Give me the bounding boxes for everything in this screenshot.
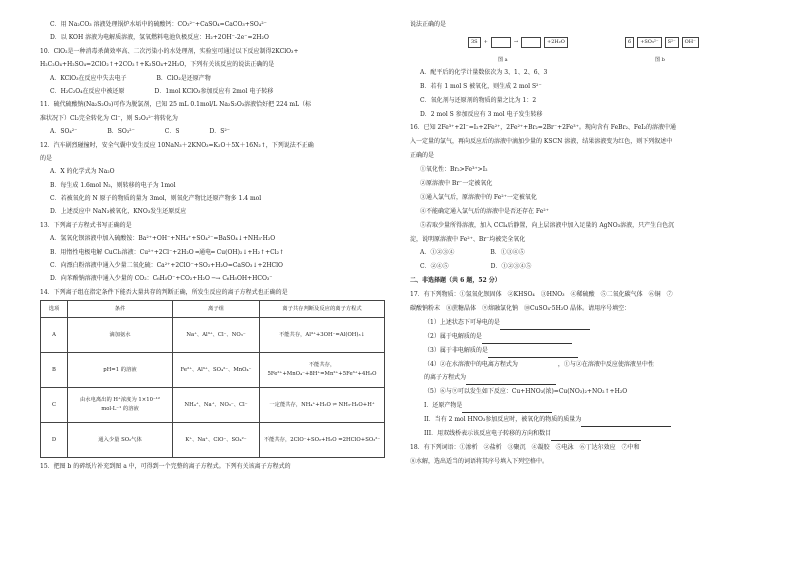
row-condition: pH=1 的溶液 — [68, 353, 173, 388]
text-line: C．用 Na₂CO₃ 溶液处理锅炉水垢中的硫酸钙：CO₃²⁻+CaSO₄=CaCO₃+SO₄²⁻ — [50, 21, 267, 28]
text-line — [410, 219, 755, 233]
text-line — [410, 108, 755, 122]
text-line — [410, 191, 755, 205]
text-line — [410, 177, 755, 191]
row-judgement: 一定能共存，NH₄⁺+H₂O ⇌ NH₃·H₂O+H⁺ — [260, 388, 385, 423]
text-line — [410, 260, 755, 274]
fig-a-term: +2H₂O — [544, 37, 568, 48]
figure-b — [625, 32, 699, 54]
answer-blank[interactable] — [518, 364, 558, 372]
figure-a — [468, 32, 568, 54]
text-line: D．向苯酚钠溶液中通入少量的 CO₂：C₆H₅O⁻+CO₂+H₂O ─→ C₆H₅OH+HCO₃⁻ — [50, 275, 273, 283]
text-line — [410, 385, 755, 399]
text-line: D．上述反应中 NaN₃被氧化，KNO₃发生还原反应 — [50, 208, 187, 216]
text-line: 12．汽车剧烈碰撞时，安全气囊中发生反应 10NaN₃＋2KNO₃=K₂O＋5X＋16N₂↑，下列说法不正确 — [40, 141, 314, 149]
text-line — [410, 94, 755, 108]
text-line — [410, 149, 755, 163]
text-line-content: 17．有下列物质：①氢氧化钡固体 ②KHSO₄ ③HNO₃ ④稀硫酸 ⑤二氧化碳气体 ⑥铜 ⑦ — [410, 291, 673, 299]
text-line-content: ⑧水解，选出适当的词语将其序号填入下列空格中。 — [410, 457, 549, 465]
text-line-content: 二、非选择题（共 6 题，52 分） — [410, 277, 501, 285]
text-line — [410, 371, 755, 385]
text-line-content: 淀，说明原溶液中 Fe²⁺、Br⁻均被完全氧化 — [410, 235, 526, 243]
text-line-content: 的离子方程式为 — [424, 374, 467, 382]
row-ions: K⁺、Na⁺、ClO⁻、SO₄²⁻ — [173, 423, 260, 458]
fig-b-piece: S²⁻ — [665, 37, 679, 48]
text-line-content: （3）属于非电解质的是 — [424, 346, 488, 354]
header-judgement: 离子共存判断及反应的离子方程式 — [260, 301, 385, 318]
text-line-content: C．②④⑤ D．①②③④⑤ — [420, 263, 532, 271]
text-line — [410, 427, 755, 441]
arrow-icon: → — [513, 39, 519, 46]
text-line-content: 16．已知 2Fe³⁺+2I⁻=I₂+2Fe²⁺，2Fe²⁺+Br₂=2Br⁻+2Fe³⁺。现向含有 FeBr₂、FeI₂的溶液中通 — [410, 124, 677, 132]
text-line-content: III．用双线桥表示该反应电子转移的方向和数目 — [424, 430, 552, 438]
text-line — [410, 344, 755, 358]
row-judgement: 不能共存，Al³⁺+3OH⁻=Al(OH)₃↓ — [260, 318, 385, 353]
fig-b-label: 图 b — [655, 56, 665, 63]
text-line — [410, 233, 755, 247]
text-line-content: 18．有下列词语：①渗析 ②盐析 ③聚沉 ④凝胶 ⑤电泳 ⑥丁达尔效应 ⑦中和 — [410, 443, 640, 451]
text-line — [410, 330, 755, 344]
text-line: A．KClO₃在反应中失去电子 B．ClO₂是还原产物 — [50, 74, 211, 82]
text-line — [410, 441, 755, 455]
text-line — [410, 302, 755, 316]
text-line — [410, 205, 755, 219]
header-condition: 条件 — [68, 301, 173, 318]
table-row — [41, 318, 385, 353]
text-line-content: 碳酸钠粉末 ⑧蔗糖晶体 ⑨熔融氯化钠 ⑩CuSO₄·5H₂O 晶体。请用序号填空： — [410, 305, 631, 313]
row-condition: 滴加氨水 — [68, 318, 173, 353]
text-line: 13．下列离子方程式书写正确的是 — [40, 221, 132, 229]
text-line: 14．下列离子组在指定条件下能否大量共存的判断正确，所发生反应的离子方程式也正确的是 — [40, 288, 288, 296]
text-line: C．H₂C₂O₄在反应中被还原 D．1mol KClO₃参加反应有 2mol 电子转移 — [50, 87, 274, 95]
text-line-content: （5）⑥与⑨可以发生如下反应：Cu+HNO₃(浓)=Cu(NO₃)₂+NO₂↑+H₂O — [424, 388, 628, 396]
fig-b-piece: OH⁻ — [682, 37, 699, 48]
text-line-content: ③通入氯气后，原溶液中的 Fe²⁺一定被氧化 — [420, 193, 537, 201]
question-15-line: 15．把图 b 的碎纸片补充到图 a 中，可得到一个完整的离子方程式。下列有关该离子方程式的 — [40, 463, 291, 471]
right-lines — [410, 66, 755, 469]
answer-blank[interactable] — [488, 350, 578, 358]
fig-a-plus: + — [483, 39, 488, 46]
row-ions: Na⁺、Al³⁺、Cl⁻、NO₃⁻ — [173, 318, 260, 353]
text-line-content: A．配平后的化学计量数依次为 3、1、2、6、3 — [420, 68, 548, 76]
text-line-content: 正确的是 — [410, 152, 435, 160]
text-line-content: （1）上述状态下可导电的是 — [424, 318, 500, 326]
row-ions: NH₄⁺、Na⁺、NO₃⁻、Cl⁻ — [173, 388, 260, 423]
text-line — [410, 399, 755, 413]
fig-b-piece: +SO₃²⁻ — [637, 37, 661, 48]
text-line-content: B．若有 1 mol S 被氧化，则生成 2 mol S²⁻ — [420, 82, 542, 90]
text-line-content: C．氧化剂与还原剂的物质的量之比为 1：2 — [420, 96, 537, 104]
row-option: C — [41, 388, 68, 423]
text-line-content: ①氧化性：Br₂>Fe³⁺>I₂ — [420, 166, 488, 174]
text-line-content: （4）②在水溶液中的电离方程式为 — [424, 360, 518, 368]
text-line: B．每生成 1.6mol N₂，则转移的电子为 1mol — [50, 181, 176, 189]
row-ions: Fe²⁺、Al³⁺、SO₄²⁻、MnO₄⁻ — [173, 353, 260, 388]
answer-blank[interactable] — [500, 322, 590, 330]
text-line: 11．硫代硫酸钠(Na₂S₂O₃)可作为脱氯剂，已知 25 mL 0.1mol/L Na₂S₂O₃溶液恰好把 224 mL（标 — [40, 101, 312, 109]
figure-pair — [410, 32, 755, 66]
row-judgement: 不能共存，2ClO⁻+SO₂+H₂O =2HClO+SO₃²⁻ — [260, 423, 385, 458]
fig-b-piece: 6 — [625, 37, 634, 48]
table-row — [41, 388, 385, 423]
fig-a-empty-box — [521, 37, 541, 48]
header-option: 选项 — [41, 301, 68, 318]
answer-blank[interactable] — [466, 377, 556, 385]
text-line — [410, 316, 755, 330]
text-line: 10．ClO₂是一种消毒杀菌效率高、二次污染小的水处理剂，实验室可通过以下反应制得2KClO₃+ — [40, 47, 299, 55]
text-line — [410, 274, 755, 288]
text-line: 的是 — [40, 154, 53, 162]
fig-a-empty-box — [491, 37, 511, 48]
ion-table-header — [41, 301, 385, 318]
text-line-content: ，①与②在溶液中反应使溶液呈中性 — [557, 360, 654, 368]
left-column — [40, 18, 385, 474]
text-line: C．若被氧化的 N 原子的物质的量为 3mol，则氧化产物比还原产物多 1.4 mol — [50, 195, 262, 203]
text-line — [410, 121, 755, 135]
text-line-content: II．当有 2 mol HNO₃参加反应时，被氧化的物质的质量为 — [424, 416, 582, 424]
text-line — [410, 135, 755, 149]
fig-a-term: 3S — [468, 37, 481, 48]
table-row — [41, 353, 385, 388]
question-15-continuation: 说法正确的是 — [410, 21, 447, 28]
text-line: H₂C₂O₄+H₂SO₄=2ClO₂↑+2CO₂↑+K₂SO₄+2H₂O，下列有关该反应的说法正确的是 — [40, 61, 275, 69]
text-line: A．X 的化学式为 Na₂O — [50, 168, 115, 176]
row-condition: 由水电离出的 H⁺浓度为 1×10⁻¹² mol·L⁻¹ 的溶液 — [68, 388, 173, 423]
answer-blank[interactable] — [551, 433, 641, 441]
text-line-content: ②原溶液中 Br⁻一定被氧化 — [420, 180, 493, 188]
text-line-content: I．还原产物是 — [424, 402, 463, 410]
right-column — [410, 18, 755, 469]
answer-blank[interactable] — [581, 419, 671, 427]
text-line-content: （2）属于电解质的是 — [424, 332, 482, 340]
text-line — [410, 455, 755, 469]
answer-blank[interactable] — [482, 336, 572, 344]
text-line — [410, 80, 755, 94]
row-condition: 通入少量 SO₂气体 — [68, 423, 173, 458]
row-option: A — [41, 318, 68, 353]
fig-a-label: 图 a — [498, 56, 508, 63]
row-option: B — [41, 353, 68, 388]
ion-table — [40, 300, 385, 458]
text-line — [410, 358, 755, 372]
left-top-lines — [40, 18, 385, 299]
answer-blank[interactable] — [462, 405, 552, 413]
text-line-content: 入一定量的氯气，再向反应后的溶液中滴加少量的 KSCN 溶液，结果溶液变为红色，则下列叙述中 — [410, 138, 673, 146]
text-line: A．SO₄²⁻ B．SO₃²⁻ C．S D．S²⁻ — [50, 128, 230, 136]
text-line: C．向漂白粉溶液中通入少量二氧化硫：Ca²⁺+2ClO⁻+SO₂+H₂O=CaSO₃↓+2HClO — [50, 262, 283, 270]
header-ions: 离子组 — [173, 301, 260, 318]
table-row — [41, 423, 385, 458]
text-line: A．氢氧化钡溶液中加入硫酸铵：Ba²⁺+OH⁻+NH₄⁺+SO₄²⁻=BaSO₄↓+NH₃·H₂O — [50, 235, 276, 243]
text-line: D．以 KOH 溶液为电解质溶液，氢氧燃料电池负极反应：H₂+2OH⁻-2e⁻=2H₂O — [50, 34, 269, 42]
text-line — [410, 288, 755, 302]
text-line: 准状况下）Cl₂完全转化为 Cl⁻，则 S₂O₃²⁻将转化为 — [40, 114, 178, 122]
text-line-content: ⑤若取少量所得溶液，加入 CCl₄后静置，向上层溶液中加入足量的 AgNO₃溶液，只产生白色沉 — [420, 221, 675, 229]
text-line — [410, 66, 755, 80]
text-line-content: D．2 mol S 参加反应有 3 mol 电子发生转移 — [420, 110, 543, 118]
text-line-content: ④不能确定通入氯气后的溶液中是否还存在 Fe²⁺ — [420, 207, 549, 215]
text-line-content: A．①②③④ B．①③④⑤ — [420, 249, 525, 257]
text-line: B．用惰性电极电解 CuCl₂溶液：Cu²⁺+2Cl⁻+2H₂O ═通电═ Cu(OH)₂↓+H₂↑+Cl₂↑ — [50, 248, 285, 256]
row-option: D — [41, 423, 68, 458]
text-line — [410, 246, 755, 260]
row-judgement: 不能共存，5Fe²⁺+MnO₄⁻+8H⁺=Mn²⁺+5Fe³⁺+4H₂O — [260, 353, 385, 388]
text-line — [410, 413, 755, 427]
text-line — [410, 163, 755, 177]
